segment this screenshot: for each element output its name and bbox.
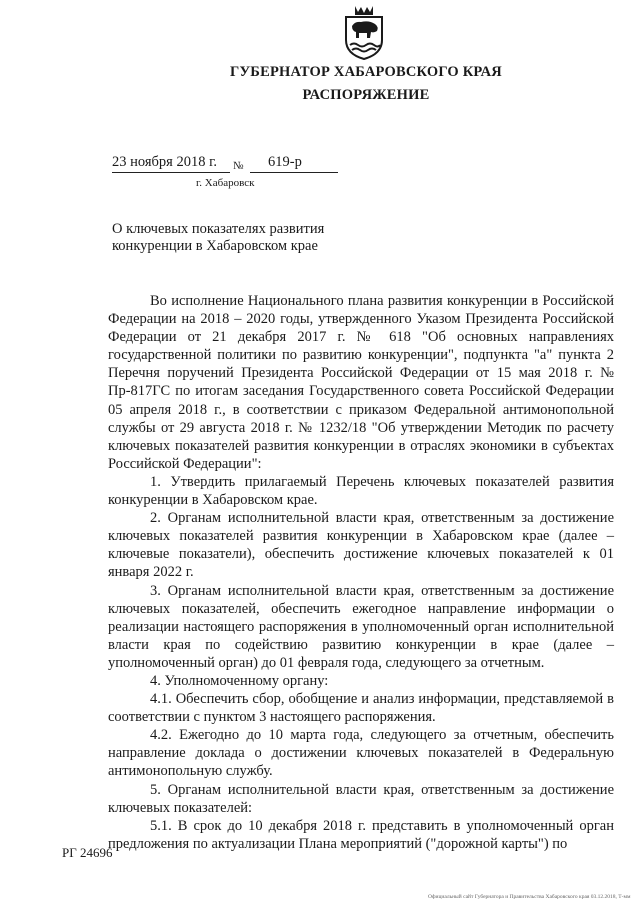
body-paragraph: 1. Утвердить прилагаемый Перечень ключевых показателей развития конкуренции в Хабаровском крае. xyxy=(108,473,614,509)
subject-line: конкуренции в Хабаровском крае xyxy=(112,238,318,254)
body-paragraph: Во исполнение Национального плана развития конкуренции в Российской Федерации на 2018 – 2020 годы, утвержденного Указом Президента Российской Федерации от 21 декабря 2017 г. № 618 "Об основных направлениях государственной политики по развитию конкуренции", подпункта "а" пункта 2 Перечня поручений Президента Российской Федерации от 15 мая 2018 г. № Пр-817ГС по итогам заседания Государственного совета Российской Федерации 05 апреля 2018 г., в соответствии с приказом Федеральной антимонопольной службы от 29 августа 2018 г. № 1232/18 "Об утверждении Методик по расчету ключевых показателей развития конкуренции в отраслях экономики в субъектах Российской Федерации": xyxy=(108,293,614,472)
body-paragraph: 4.1. Обеспечить сбор, обобщение и анализ информации, представляемой в соответствии с пунктом 3 настоящего распоряжения. xyxy=(108,691,614,726)
document-body xyxy=(108,292,614,853)
body-paragraph: 2. Органам исполнительной власти края, ответственным за достижение ключевых показателей развития конкуренции в Хабаровском крае (далее – ключевые показатели), обеспечить достижение ключевых показателей к 01 января 2022 г. xyxy=(108,510,614,581)
document-type-title: РАСПОРЯЖЕНИЕ xyxy=(302,87,430,103)
document-city: г. Хабаровск xyxy=(196,177,255,189)
subject-line: О ключевых показателях развития xyxy=(112,221,325,237)
body-paragraph: 3. Органам исполнительной власти края, ответственным за достижение ключевых показателей, обеспечить ежегодное направление информации о реализации настоящего распоряжения в уполномоченный орган исполнительной власти края по содействию развитию конкуренции в крае (далее – уполномоченный орган) до 01 февраля года, следующего за отчетным. xyxy=(108,582,614,671)
publication-note: Официальный сайт Губернатора и Правительства Хабаровского края 03.12.2018, Т-мм xyxy=(428,894,631,900)
document-subject xyxy=(112,221,372,255)
registration-code: РГ 24696 xyxy=(62,845,113,860)
document-authority-title: ГУБЕРНАТОР ХАБАРОВСКОГО КРАЯ xyxy=(230,64,502,80)
body-paragraph: 4.2. Ежегодно до 10 марта года, следующего за отчетным, обеспечить направление доклада о достижении ключевых показателей в Федеральную антимонопольную службу. xyxy=(108,727,614,780)
document-number: 619-р xyxy=(268,154,302,170)
number-underline xyxy=(250,172,338,173)
body-paragraph: 5.1. В срок до 10 декабря 2018 г. представить в уполномоченный орган предложения по актуализации Плана мероприятий ("дорожной карты") по xyxy=(108,817,614,852)
body-paragraph: 5. Органам исполнительной власти края, ответственным за достижение ключевых показателей: xyxy=(108,781,614,816)
date-underline xyxy=(112,172,230,173)
document-date: 23 ноября 2018 г. xyxy=(112,154,218,170)
coat-of-arms-icon xyxy=(338,4,390,60)
body-paragraph: 4. Уполномоченному органу: xyxy=(150,672,329,689)
number-sign: № xyxy=(233,160,244,172)
